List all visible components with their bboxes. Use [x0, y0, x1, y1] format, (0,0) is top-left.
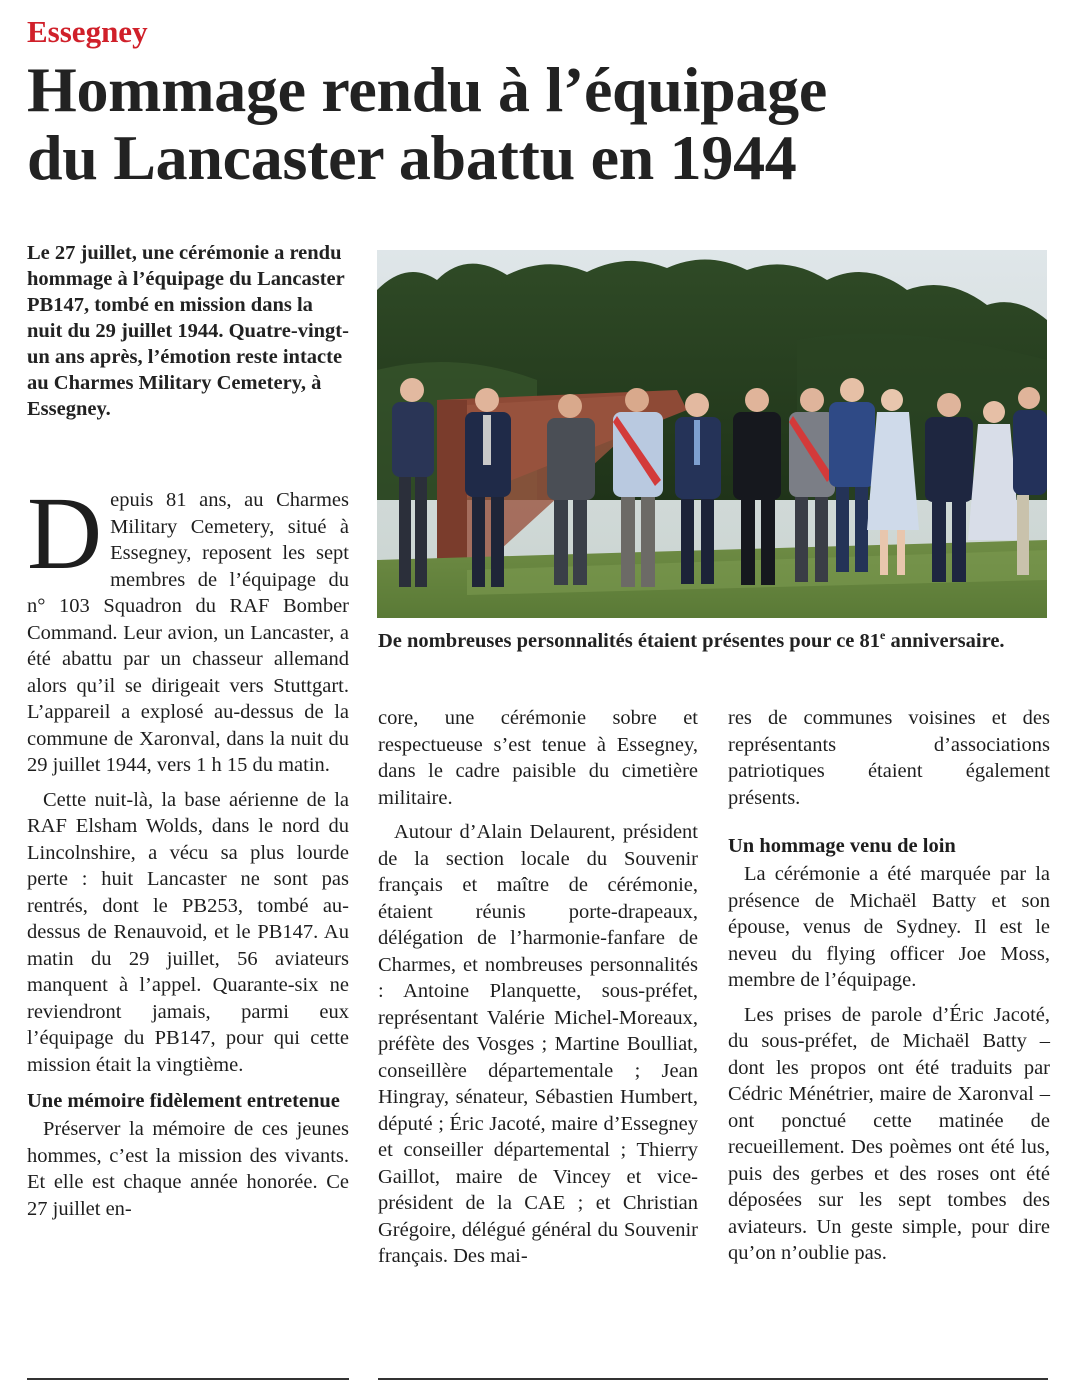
- caption-text: De nombreuses personnalités étaient présentes pour ce 81: [378, 629, 881, 652]
- bottom-rule-left: [27, 1378, 349, 1380]
- lead-paragraph: Le 27 juillet, une cérémonie a rendu hommage à l’équipage du Lancaster PB147, tombé en mission dans la nuit du 29 juillet 1944. Quatre-vingt-un ans après, l’émotion reste intacte au Charmes Military Cemetery, à Essegney.: [27, 242, 349, 420]
- bottom-rule-right: [378, 1378, 1048, 1380]
- body-paragraph-3-continued: core, une cérémonie sobre et respectueuse s’est tenue à Essegney, dans le cadre paisible du cimetière militaire.: [378, 707, 698, 809]
- subheading-2: Un hommage venu de loin: [728, 835, 956, 857]
- body-paragraph-1-text: epuis 81 ans, au Charmes Military Cemetery, situé à Essegney, reposent les sept membres de l’équipage du n° 103 Squadron du RAF Bomber Command. Leur avion, un Lancaster, a été abattu par un chasseur allemand alors qu’il se dirigeait vers Stuttgart. L’appareil a explosé au-dessus de la commune de Xaronval, dans la nuit du 29 juillet 1944, vers 1 h 15 du matin.: [27, 489, 349, 776]
- subheading-1: Une mémoire fidèlement entretenue: [27, 1090, 340, 1112]
- headline-line-2: du Lancaster abattu en 1944: [27, 122, 797, 193]
- headline: [27, 56, 1057, 192]
- article-column-2: [378, 705, 698, 1278]
- section-kicker: Essegney: [27, 14, 148, 49]
- headline-line-1: Hommage rendu à l’équipage: [27, 54, 827, 125]
- body-paragraph-1: [27, 476, 349, 779]
- body-paragraph-4: Autour d’Alain Delaurent, président de la section locale du Souvenir français et maître de cérémonie, étaient réunis porte-drapeaux, délégation de l’harmonie-fanfare de Charmes, et nombreuses personnalités : Antoine Planquette, sous-préfet, représentant Valérie Michel-Moreaux, préfète des Vosges ; Martine Boulliat, conseillère départementale ; Jean Hingray, sénateur, Sébastien Humbert, député ; Éric Jacoté, maire d’Essegney et conseiller départemental ; Thierry Gaillot, maire de Vincey et vice-président de la CAE ; et Christian Grégoire, délégué général du Souvenir français. Des mai-: [378, 821, 698, 1267]
- photo-caption: [378, 622, 1038, 655]
- caption-superscript: e: [880, 628, 886, 642]
- body-paragraph-2: Cette nuit-là, la base aérienne de la RAF Elsham Wolds, dans le nord du Lincolnshire, a vécu sa plus lourde perte : huit Lancaster ne sont pas rentrés, dont le PB253, tombé au-dessus de Renauvoid, et le PB147. Au matin du 29 juillet, 56 aviateurs manquent à l’appel. Quarante-six ne reviendront jamais, parmi eux l’équipage du PB147, pour qui cette mission était la vingtième.: [27, 788, 349, 1076]
- body-paragraph-6: Les prises de parole d’Éric Jacoté, du sous-préfet, de Michaël Batty – dont les propos ont été traduits par Cédric Ménétrier, maire de Xaronval – ont ponctué cette matinée de recueillement. Des poèmes ont été lus, puis des gerbes et des roses ont été déposées sur les sept tombes des aviateurs. Un geste simple, pour dire qu’on n’oublie pas.: [728, 1003, 1050, 1264]
- article-column-1: [27, 476, 349, 1230]
- ceremony-photo: [377, 250, 1047, 618]
- body-paragraph-3: Préserver la mémoire de ces jeunes hommes, c’est la mission des vivants. Et elle est chaque année honorée. Ce 27 juillet en-: [27, 1118, 349, 1220]
- caption-text-end: anniversaire.: [885, 629, 1005, 652]
- dropcap: D: [27, 476, 103, 591]
- body-paragraph-4-continued: res de communes voisines et des représentants d’associations patriotiques étaient également présents.: [728, 707, 1050, 809]
- article-column-3: [728, 705, 1050, 1275]
- body-paragraph-5: La cérémonie a été marquée par la présence de Michaël Batty et son épouse, venus de Sydney. Il est le neveu du flying officer Joe Moss, membre de l’équipage.: [728, 863, 1050, 991]
